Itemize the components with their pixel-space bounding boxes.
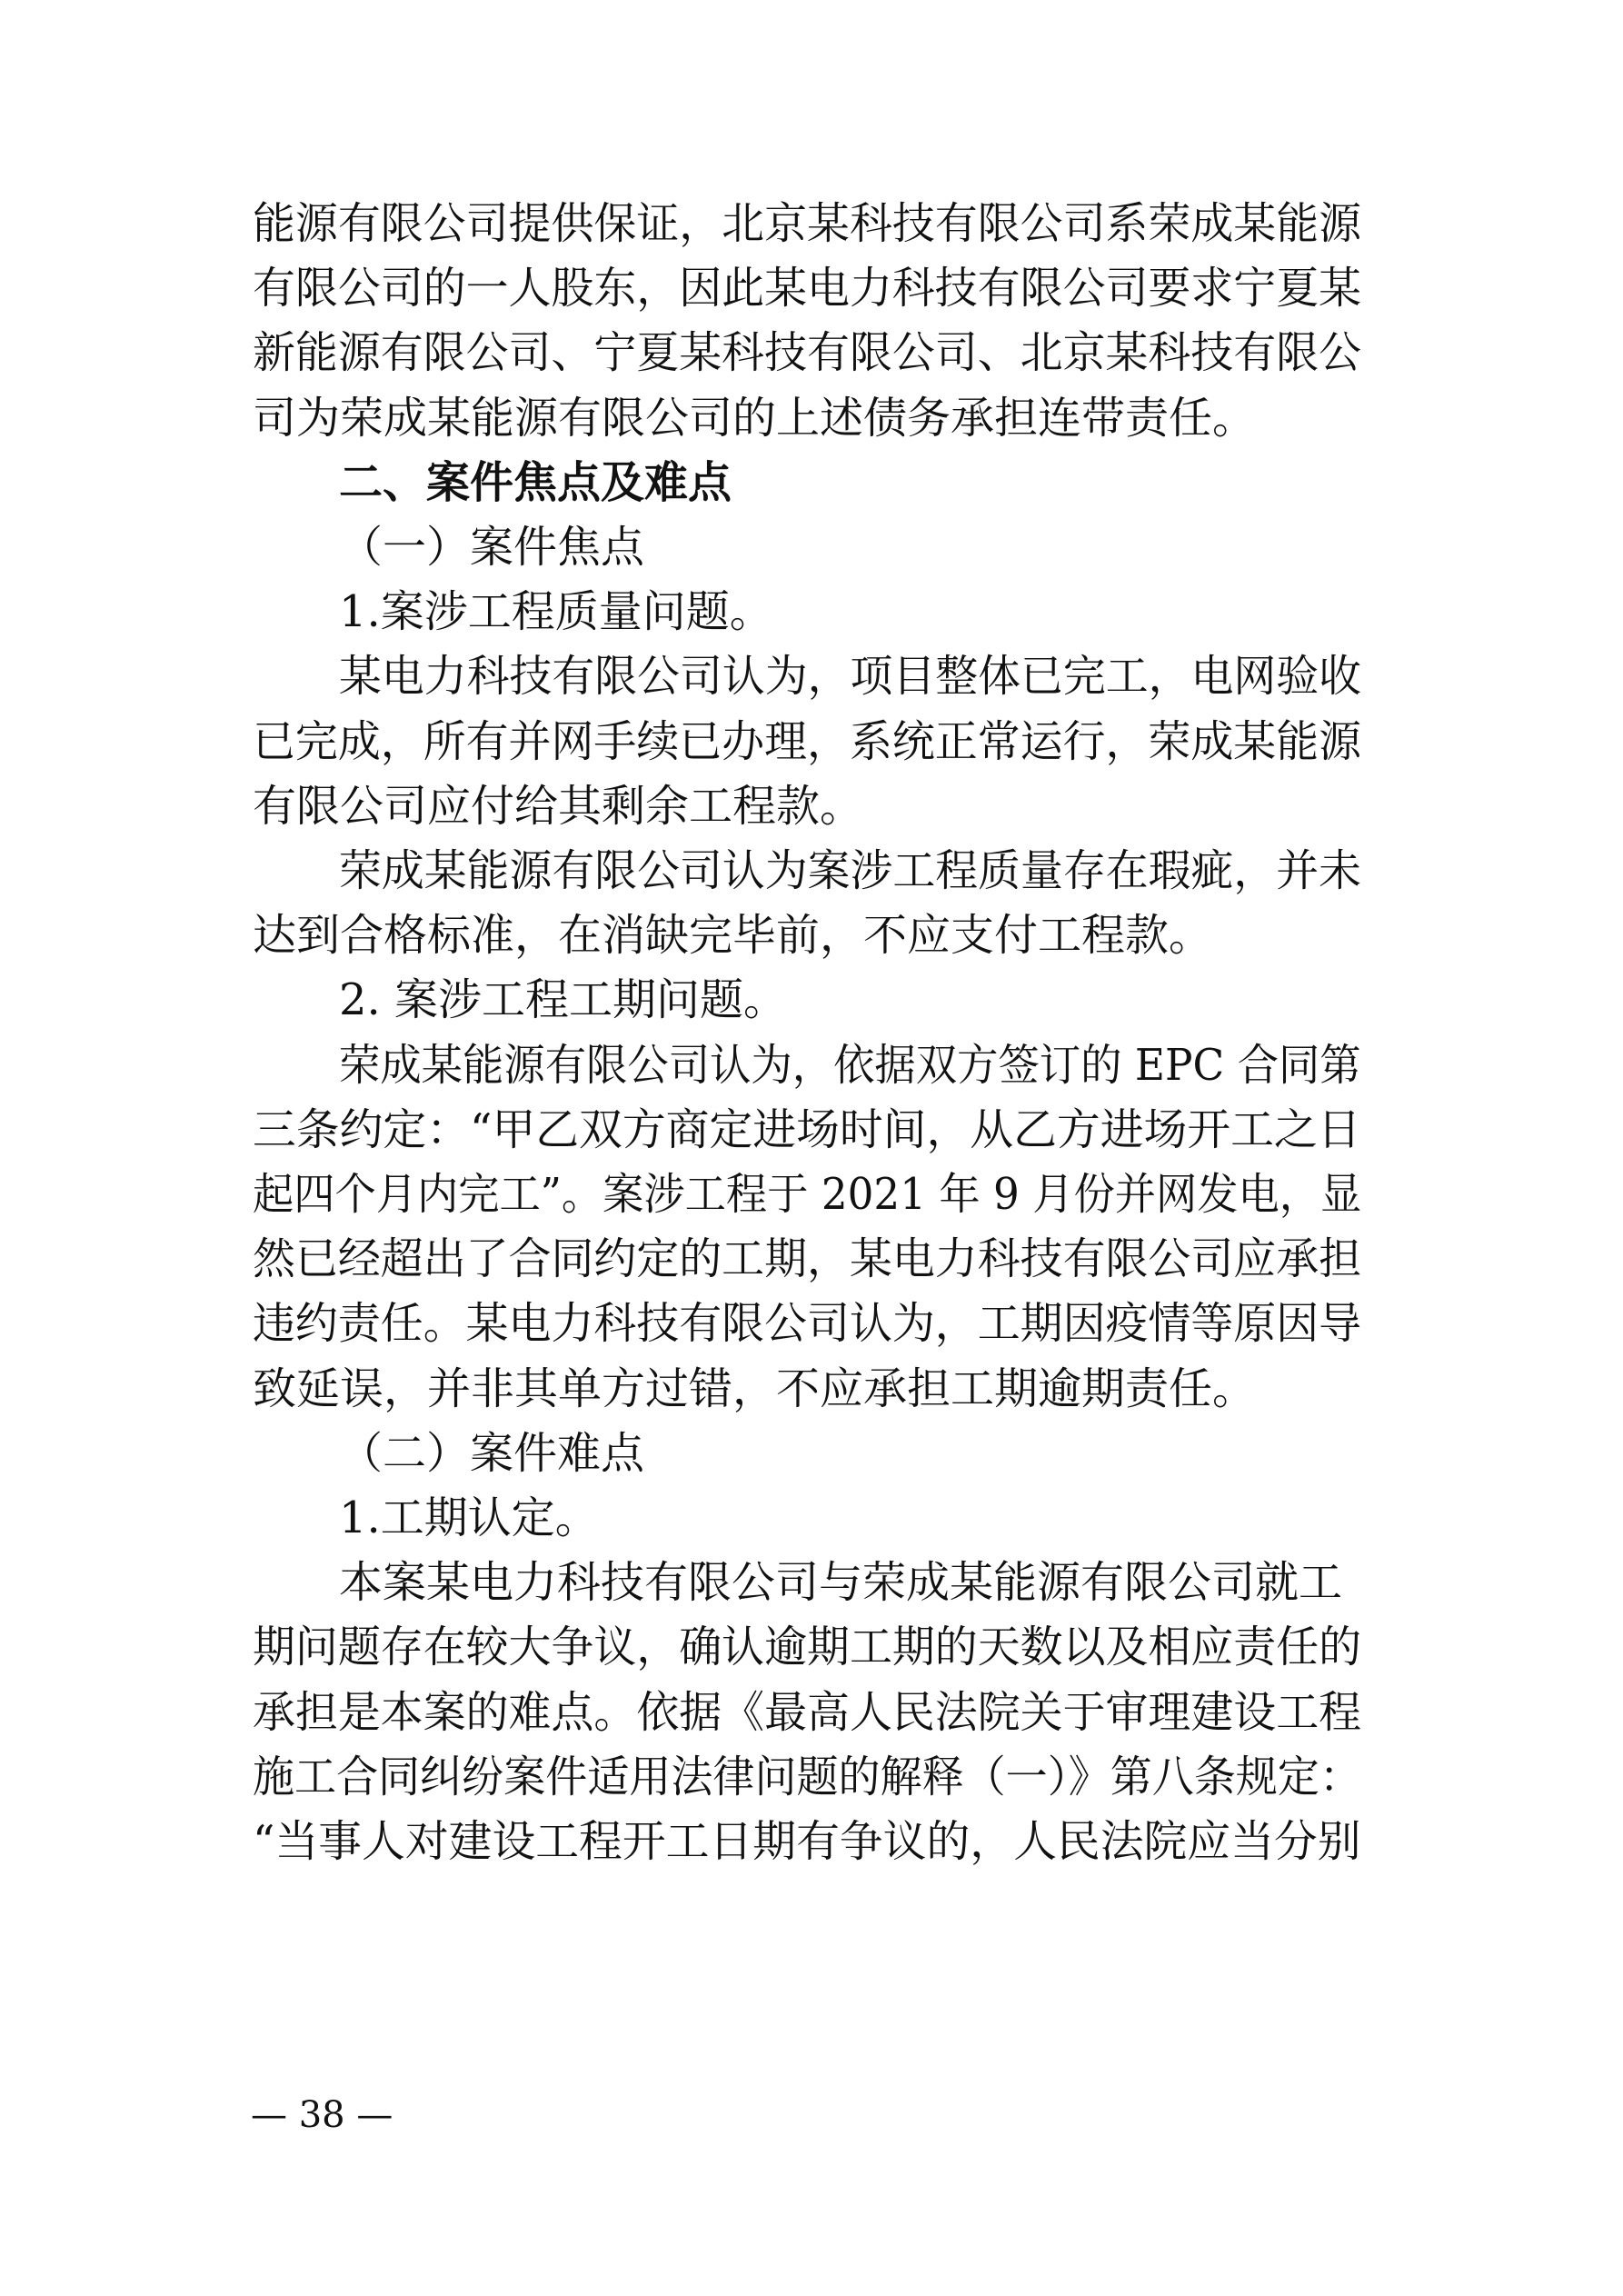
text-line: 期问题存在较大争议，确认逾期工期的天数以及相应责任的 — [253, 1622, 1362, 1673]
text-line: 本案某电力科技有限公司与荣成某能源有限公司就工 — [339, 1557, 1343, 1609]
text-line: （一）案件焦点 — [339, 522, 645, 573]
text-line: 违约责任。某电力科技有限公司认为，工期因疫情等原因导 — [253, 1298, 1362, 1350]
text-line: 荣成某能源有限公司认为案涉工程质量存在瑕疵，并未 — [339, 845, 1362, 896]
text-line: （二）案件难点 — [339, 1427, 645, 1479]
text-line: “当事人对建设工程开工日期有争议的，人民法院应当分别 — [253, 1816, 1361, 1867]
text-line: 有限公司的一人股东，因此某电力科技有限公司要求宁夏某 — [253, 263, 1362, 314]
text-line: 1.工期认定。 — [339, 1492, 599, 1543]
text-line: 新能源有限公司、宁夏某科技有限公司、北京某科技有限公 — [253, 327, 1362, 379]
text-line: 致延误，并非其单方过错，不应承担工期逾期责任。 — [253, 1363, 1257, 1414]
text-line: 然已经超出了合同约定的工期，某电力科技有限公司应承担 — [253, 1233, 1362, 1285]
text-line: 荣成某能源有限公司认为，依据双方签订的 EPC 合同第 — [339, 1039, 1361, 1091]
section-heading: 二、案件焦点及难点 — [339, 456, 732, 508]
text-line: 承担是本案的难点。依据《最高人民法院关于审理建设工程 — [253, 1686, 1362, 1738]
text-line: 施工合同纠纷案件适用法律问题的解释（一）》第八条规定： — [253, 1751, 1361, 1802]
text-line: 三条约定：“甲乙双方商定进场时间，从乙方进场开工之日 — [253, 1103, 1361, 1155]
text-line: 某电力科技有限公司认为，项目整体已完工，电网验收 — [339, 651, 1362, 703]
text-line: 2. 案涉工程工期问题。 — [339, 974, 788, 1026]
text-line: 1.案涉工程质量问题。 — [339, 586, 773, 638]
text-line: 起四个月内完工”。案涉工程于 2021 年 9 月份并网发电，显 — [253, 1169, 1362, 1220]
text-line: 能源有限公司提供保证，北京某科技有限公司系荣成某能源 — [253, 198, 1362, 249]
text-line: 已完成，所有并网手续已办理，系统正常运行，荣成某能源 — [253, 715, 1362, 767]
page-number: — 38 — — [251, 2094, 393, 2136]
text-line: 达到合格标准，在消缺完毕前，不应支付工程款。 — [253, 910, 1213, 962]
text-line: 有限公司应付给其剩余工程款。 — [253, 780, 864, 832]
text-line: 司为荣成某能源有限公司的上述债务承担连带责任。 — [253, 392, 1257, 444]
